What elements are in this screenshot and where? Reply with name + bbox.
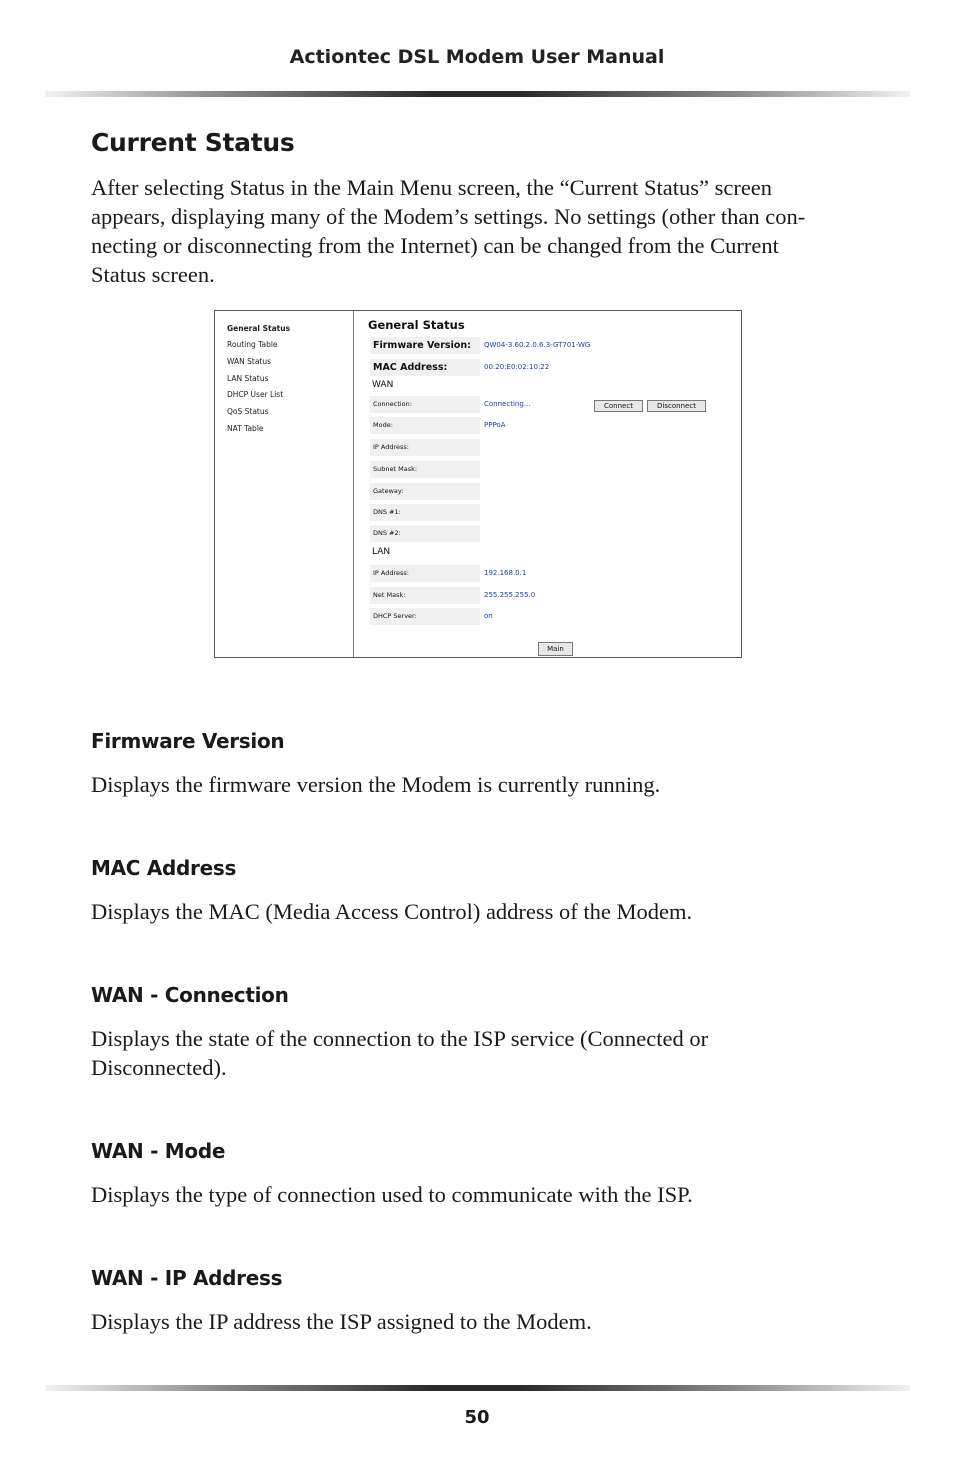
item-title: WAN - Mode xyxy=(91,1139,226,1163)
item-body xyxy=(91,1307,836,1336)
page-number: 50 xyxy=(464,1407,490,1428)
item-title: WAN - Connection xyxy=(91,983,289,1007)
panel-title: General Status xyxy=(368,318,465,332)
lan-ip-label: IP Address: xyxy=(370,565,480,582)
section-title: Current Status xyxy=(91,128,295,157)
firmware-value: QW04-3.60.2.0.6.3-GT701-WG xyxy=(484,341,591,349)
nav-lan-status[interactable]: LAN Status xyxy=(227,374,269,383)
lan-netmask-value: 255.255.255.0 xyxy=(484,591,536,599)
nav-dhcp-user-list[interactable]: DHCP User List xyxy=(227,390,284,399)
item-body xyxy=(91,1180,836,1209)
item-line: Displays the type of connection used to communicate with the ISP. xyxy=(91,1182,693,1207)
connect-button[interactable]: Connect xyxy=(594,400,643,412)
lan-heading: LAN xyxy=(372,547,391,557)
wan-gateway-label: Gateway: xyxy=(370,483,480,500)
lan-netmask-label: Net Mask: xyxy=(370,587,480,604)
nav-nat-table[interactable]: NAT Table xyxy=(227,424,264,433)
wan-connection-value: Connecting... xyxy=(484,400,531,408)
intro-line: After selecting Status in the Main Menu screen, the “Current Status” screen xyxy=(91,175,773,200)
lan-dhcp-value: on xyxy=(484,612,493,620)
intro-line: necting or disconnecting from the Internet) can be changed from the Current xyxy=(91,233,779,258)
main-button[interactable]: Main xyxy=(538,642,573,656)
disconnect-button[interactable]: Disconnect xyxy=(647,400,706,412)
item-line: Displays the MAC (Media Access Control) address of the Modem. xyxy=(91,899,693,924)
item-body xyxy=(91,897,836,926)
nav-routing-table[interactable]: Routing Table xyxy=(227,340,278,349)
firmware-label: Firmware Version: xyxy=(370,337,480,354)
mac-label: MAC Address: xyxy=(370,359,480,376)
item-line: Displays the IP address the ISP assigned to the Modem. xyxy=(91,1309,592,1334)
item-line: Displays the firmware version the Modem is currently running. xyxy=(91,772,661,797)
nav-wan-status[interactable]: WAN Status xyxy=(227,357,272,366)
wan-dns1-label: DNS #1: xyxy=(370,504,480,521)
status-sidebar xyxy=(215,311,354,657)
intro-paragraph xyxy=(91,173,836,289)
running-header: Actiontec DSL Modem User Manual xyxy=(289,46,665,68)
intro-line: appears, displaying many of the Modem’s settings. No settings (other than con- xyxy=(91,204,806,229)
nav-qos-status[interactable]: QoS Status xyxy=(227,407,269,416)
wan-mode-value: PPPoA xyxy=(484,421,506,429)
lan-ip-value: 192.168.0.1 xyxy=(484,569,527,577)
intro-line: Status screen. xyxy=(91,262,215,287)
item-line: Displays the state of the connection to the ISP service (Connected or xyxy=(91,1026,709,1051)
wan-heading: WAN xyxy=(372,380,394,390)
lan-dhcp-label: DHCP Server: xyxy=(370,608,480,625)
item-title: Firmware Version xyxy=(91,729,285,753)
wan-mode-label: Mode: xyxy=(370,417,480,434)
item-line: Disconnected). xyxy=(91,1055,227,1080)
item-body xyxy=(91,770,836,799)
footer-rule xyxy=(45,1385,910,1391)
status-screenshot xyxy=(214,310,742,658)
item-title: MAC Address xyxy=(91,856,237,880)
mac-value: 00:20:E0:02:10:22 xyxy=(484,363,550,371)
item-title: WAN - IP Address xyxy=(91,1266,283,1290)
wan-ip-label: IP Address: xyxy=(370,439,480,456)
nav-general-status[interactable]: General Status xyxy=(227,324,291,333)
wan-subnet-label: Subnet Mask: xyxy=(370,461,480,478)
item-body xyxy=(91,1024,836,1082)
wan-dns2-label: DNS #2: xyxy=(370,525,480,542)
header-rule xyxy=(45,91,910,97)
wan-connection-label: Connection: xyxy=(370,396,480,413)
